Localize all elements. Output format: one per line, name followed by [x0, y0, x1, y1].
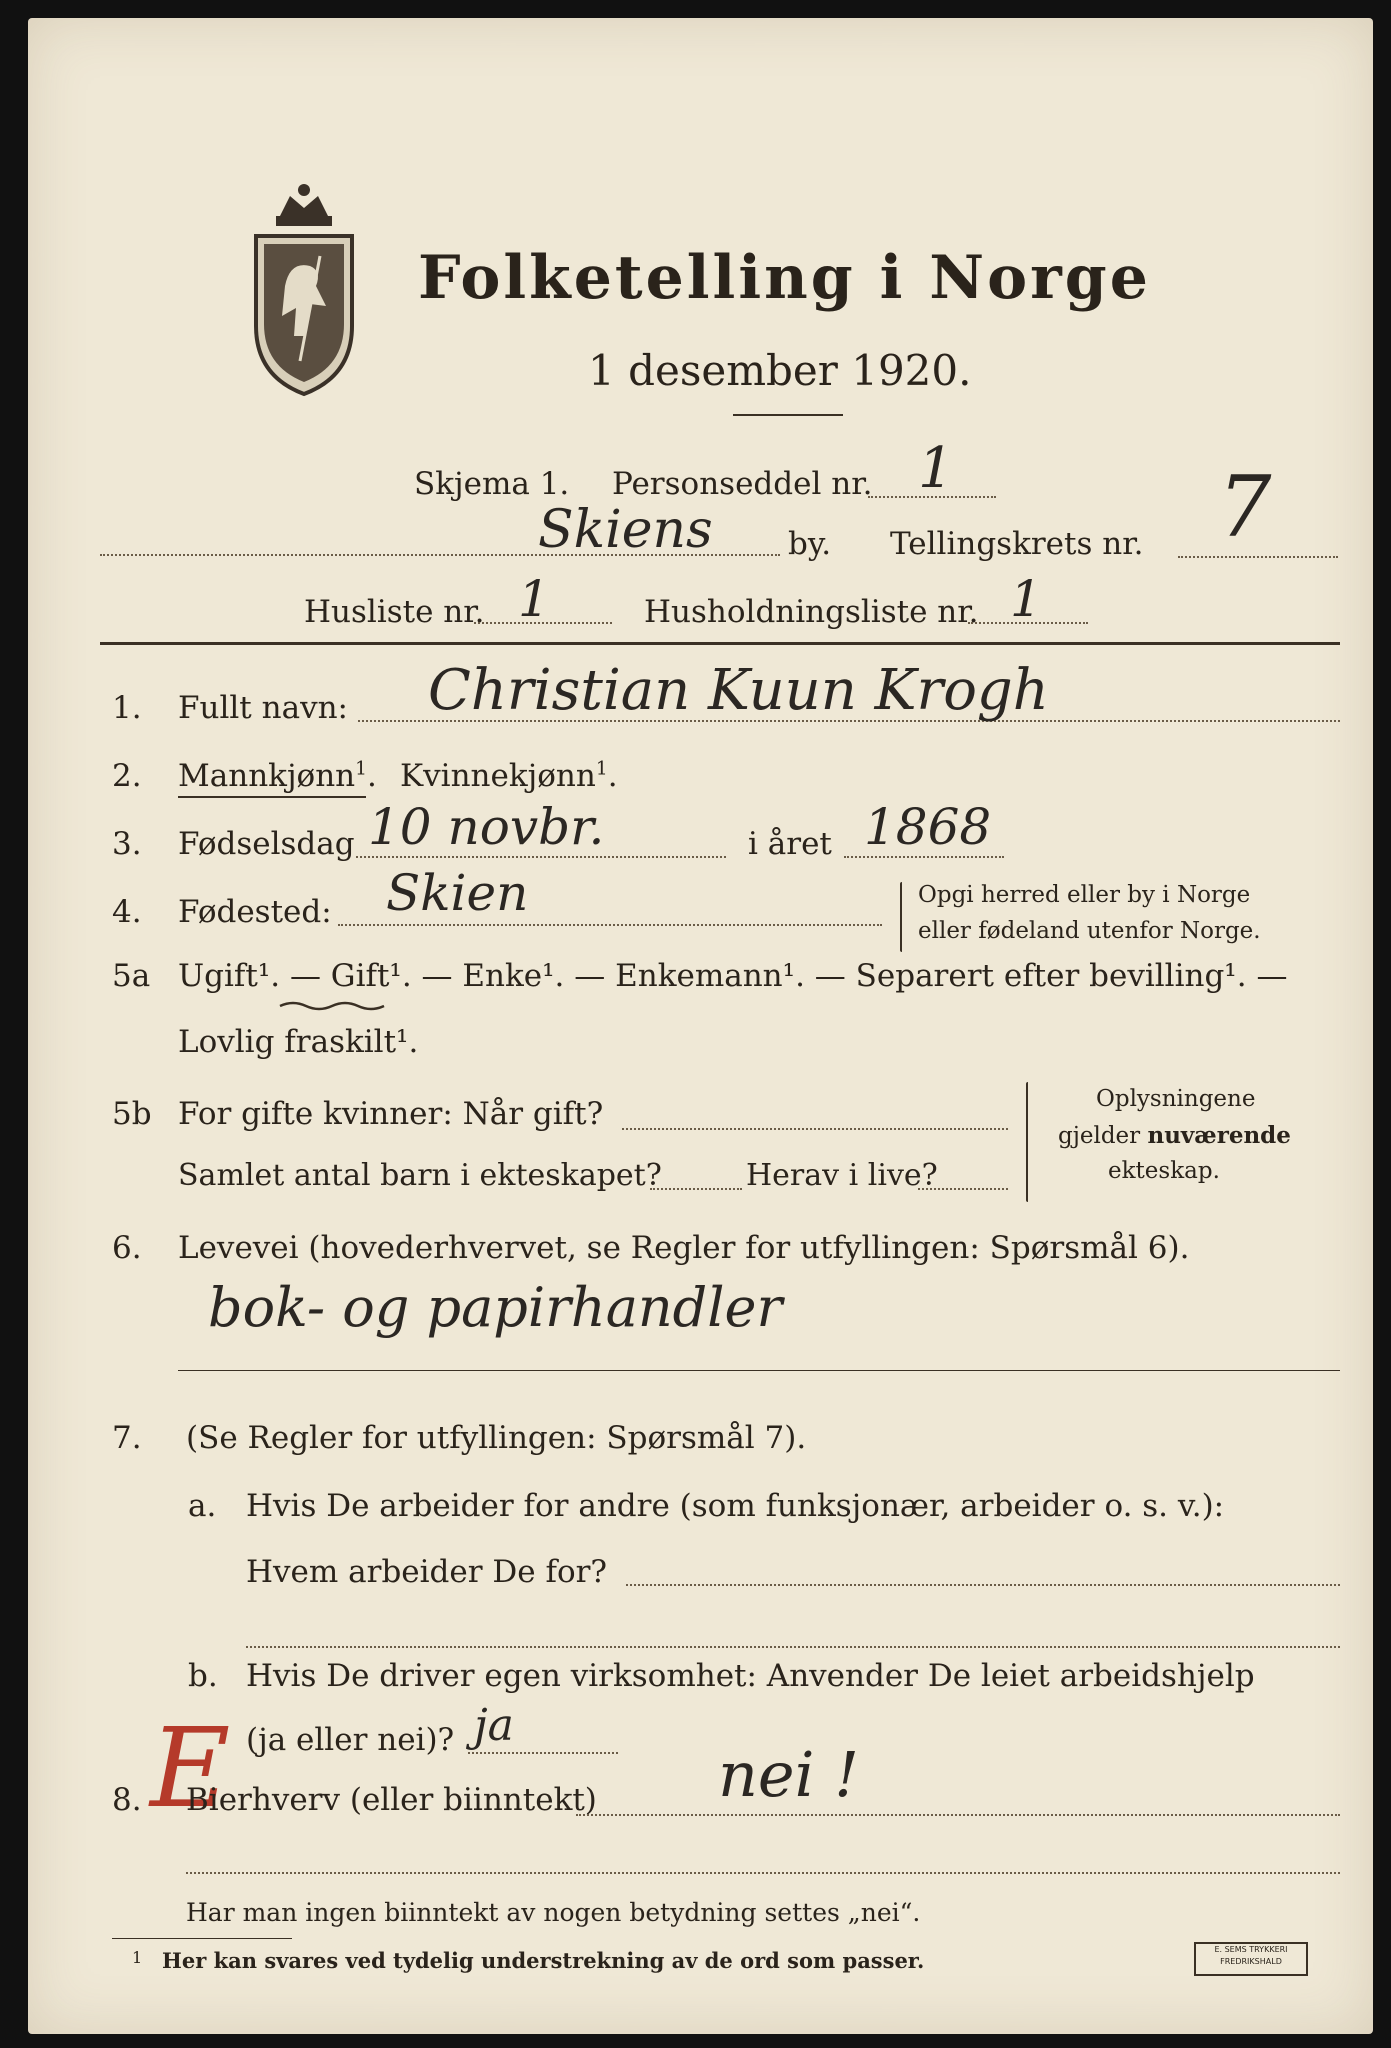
q1-name-value[interactable]: Christian Kuun Krogh — [428, 658, 1049, 723]
q2-male-option[interactable]: Mannkjønn$^1$. — [178, 758, 377, 794]
q6-label: Levevei (hovederhvervet, se Regler for utfyllingen: Spørsmål 6). — [178, 1230, 1190, 1266]
q4-place-value[interactable]: Skien — [386, 864, 529, 922]
q3-year-label: i året — [748, 826, 832, 862]
q3-day-value[interactable]: 10 novbr. — [368, 798, 605, 856]
q8-label: Bierhverv (eller biinntekt) — [186, 1782, 597, 1818]
title-divider — [733, 414, 843, 416]
q4-number: 4. — [112, 894, 142, 930]
q7a-line1: Hvis De arbeider for andre (som funksjonær, arbeider o. s. v.): — [246, 1488, 1225, 1524]
q3-label: Fødselsdag — [178, 826, 355, 862]
husholdning-label: Husholdningsliste nr. — [644, 594, 979, 630]
footnote-number: 1 — [132, 1948, 143, 1967]
q5a-line2[interactable]: Lovlig fraskilt¹. — [178, 1024, 419, 1060]
q5a-status-options[interactable]: Ugift¹. — Gift¹. — Enke¹. — Enkemann¹. — Separert efter bevilling¹. — — [178, 958, 1288, 994]
tellingskrets-value[interactable]: 7 — [1218, 458, 1272, 556]
form-title: Folketelling i Norge — [418, 243, 1151, 313]
q4-note-line1: Opgi herred eller by i Norge — [918, 882, 1251, 908]
tellingskrets-label: Tellingskrets nr. — [890, 526, 1144, 562]
husliste-label: Husliste nr. — [304, 594, 485, 630]
personseddel-label: Personseddel nr. — [612, 466, 873, 502]
footnote-text: Her kan svares ved tydelig understrekning av de ord som passer. — [162, 1948, 925, 1973]
q7a-line2: Hvem arbeider De for? — [246, 1554, 608, 1590]
husliste-value[interactable]: 1 — [518, 570, 550, 628]
q5b-note3: ekteskap. — [1108, 1158, 1220, 1184]
q6-number: 6. — [112, 1230, 142, 1266]
q7b-letter: b. — [188, 1658, 218, 1694]
q3-year-value[interactable]: 1868 — [864, 798, 992, 856]
q5a-gift-underline-mark — [278, 998, 388, 1012]
husholdning-value[interactable]: 1 — [1010, 570, 1042, 628]
q4-note-line2: eller fødeland utenfor Norge. — [918, 918, 1261, 944]
section-separator — [100, 642, 1340, 645]
q5b-note2: gjelder nuværende — [1058, 1122, 1291, 1149]
q5b-line2a: Samlet antal barn i ekteskapet? — [178, 1158, 662, 1193]
q5b-note1: Oplysningene — [1096, 1086, 1256, 1112]
city-value[interactable]: Skiens — [538, 500, 713, 560]
q8-red-pencil-mark: E — [150, 1704, 231, 1832]
skjema-label: Skjema 1. — [414, 466, 570, 502]
q2-female-option[interactable]: Kvinnekjønn$^1$. — [400, 758, 618, 794]
q1-label: Fullt navn: — [178, 690, 348, 726]
census-form-sheet — [28, 18, 1373, 2034]
printer-stamp: E. SEMS TRYKKERI FREDRIKSHALD — [1194, 1942, 1308, 1976]
q5a-number: 5a — [112, 958, 151, 994]
q6-occupation-value[interactable]: bok- og papirhandler — [208, 1276, 783, 1339]
q7b-line1: Hvis De driver egen virksomhet: Anvender De leiet arbeidshjelp — [246, 1658, 1255, 1694]
coat-of-arms-icon — [250, 176, 358, 398]
q7a-letter: a. — [188, 1488, 217, 1524]
footer-note: Har man ingen biinntekt av nogen betydning settes „nei“. — [186, 1898, 921, 1927]
q4-label: Fødested: — [178, 894, 332, 930]
q8-value[interactable]: nei ! — [718, 1738, 860, 1811]
q7-number: 7. — [112, 1420, 142, 1456]
q7b-line2: (ja eller nei)? — [246, 1722, 455, 1758]
q7b-value[interactable]: ja — [474, 1700, 514, 1751]
census-date: 1 desember 1920. — [588, 346, 972, 395]
q8-number: 8. — [112, 1782, 142, 1818]
by-label: by. — [788, 526, 832, 562]
q5b-line2b: Herav i live? — [746, 1158, 938, 1193]
q2-number: 2. — [112, 758, 142, 794]
personseddel-value[interactable]: 1 — [918, 436, 954, 501]
q7-label: (Se Regler for utfyllingen: Spørsmål 7). — [186, 1420, 807, 1456]
q5b-line1: For gifte kvinner: Når gift? — [178, 1096, 604, 1132]
q1-number: 1. — [112, 690, 142, 726]
q2-male-underline — [178, 796, 366, 798]
q5b-number: 5b — [112, 1096, 152, 1132]
q3-number: 3. — [112, 826, 142, 862]
